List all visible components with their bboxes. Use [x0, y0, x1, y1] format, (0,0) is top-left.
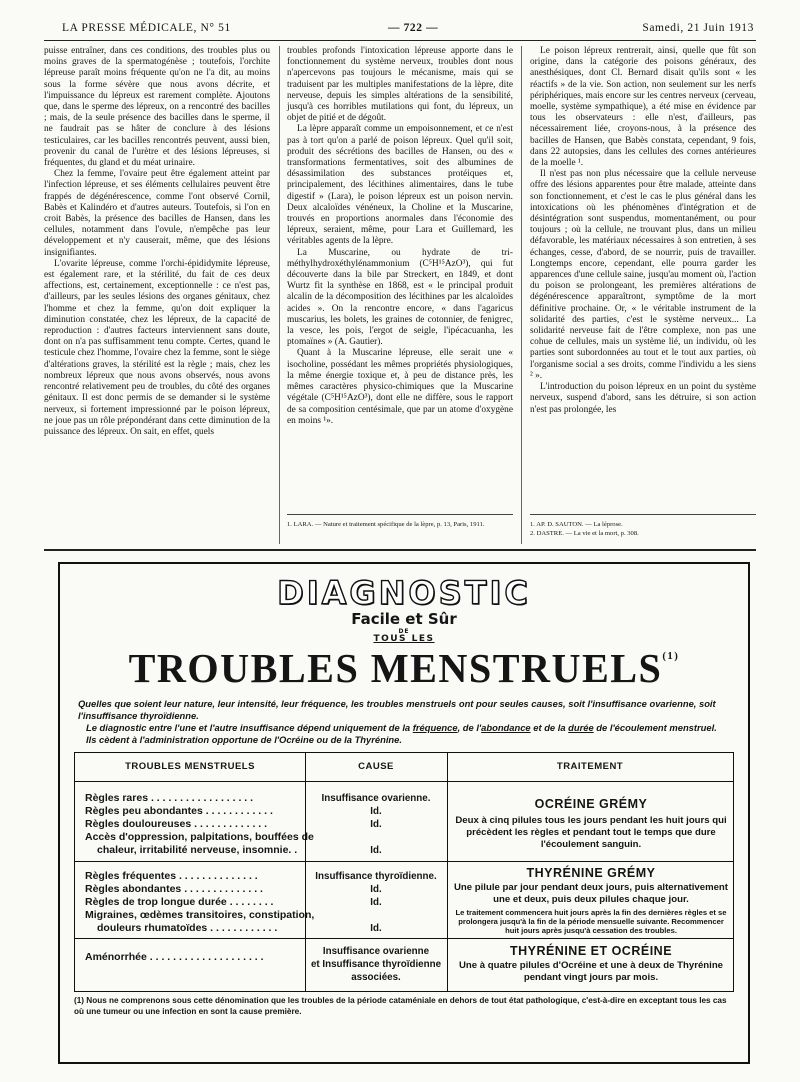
cause: Insuffisance thyroïdienne.: [315, 871, 437, 882]
ad-footnote: (1) Nous ne comprenons sous cette dénomination que les troubles de la période cataméniale en dehors de tout état pathologique, c'est-à-dire en exceptant tous les cas où une tumeur ou une infection en sont la cause première.: [74, 996, 727, 1016]
cause: Id.: [370, 884, 382, 895]
text: , de l': [457, 722, 482, 733]
column-divider: [279, 46, 280, 544]
table-header: TROUBLES MENSTRUELS: [125, 761, 255, 772]
symptom: chaleur, irritabilité nerveuse, insomnie. .: [97, 844, 298, 856]
ad-tous-les: TOUS LES: [373, 634, 435, 644]
ad-headline-text: TROUBLES MENSTRUELS: [128, 645, 663, 691]
ad-intro-1: Quelles que soient leur nature, leur intensité, leur fréquence, les troubles menstruels ont pour seules causes, soit l'insuffisance ovarienne, soit l'insuffisance thyroïdienne.: [78, 698, 716, 721]
paragraph: Quant à la Muscarine lépreuse, elle serait une « isocholine, possédant les mêmes propriétés physiologiques, la même énergie toxique et, à peu de distance près, les mêmes caractères physico-chimiques que la Muscarine végétale (C⁵H¹⁵AzO³), dont elle ne diffère, sous le rapport de sa composition centésimale, que par un atome d'oxygène en moins ¹».: [287, 348, 513, 426]
cause: associées.: [351, 972, 401, 983]
symptom: Migraines, œdèmes transitoires, constipation,: [85, 909, 315, 921]
page-header: [62, 22, 754, 38]
cause: Insuffisance ovarienne: [322, 946, 430, 957]
ad-subtitle: Facile et Sûr: [351, 610, 457, 628]
cause: Id.: [370, 897, 382, 908]
ad-intro-3: Ils cèdent à l'administration opportune de l'Ocréine ou de la Thyrénine.: [86, 734, 402, 745]
footnotes: [530, 520, 756, 538]
text: et de la: [530, 722, 569, 733]
treatment-note: Le traitement commencera huit jours après la fin des dernières règles et se prolongera jusqu'à la fin de la période mensuelle suivante. Recommencer huit jours après jusqu'à cessation des troubles.: [455, 908, 727, 935]
paragraph: Chez la femme, l'ovaire peut être également atteint par l'infection lépreuse, et ses éléments cellulaires peuvent être frappés de dégénérescence, comme l'ont observé Cornil, Babès et Kalindéro et d'autres auteurs. Toutefois, si l'on en croit Babès, la présence des bacilles de Hansen, dans les cellules, notamment dans l'ovule, n'empêche pas leur développement et n'y causerait, même, que des lésions insignifiantes.: [44, 169, 270, 258]
issue-date: Samedi, 21 Juin 1913: [642, 22, 754, 34]
paragraph: La lèpre apparaît comme un empoisonnement, et ce n'est pas à tort qu'on a parlé de poison lépreux. Quel qu'il soit, produit des sécrétions des bacilles de Hansen, ou des « transformations fermentatives, soit des albumines de désassimilation des substances protéiques et, principalement, des lécithines alimentaires, dans le tube digestif » (Lara), le poison lépreux est un poison nervin. Deux alcaloïdes vénéneux, la Choline et la Muscarine, trouvés en proportions anormales dans l'économie des lépreux, seraient, même, pour Lara et Guillemard, les véritables agents de la lèpre.: [287, 124, 513, 247]
cause: Id.: [370, 819, 382, 830]
symptom: Règles peu abondantes . . . . . . . . . . . .: [85, 805, 273, 817]
paragraph: Le poison lépreux rentrerait, ainsi, quelle que fût son origine, dans la catégorie des poisons généraux, des anesthésiques, dont Cl. Bernard disait qu'ils sont « les réactifs » de la vie. Son action, non seulement sur les nerfs périphériques, mais encore sur les centres nerveux (cerveau, moelle, système sympathique), a été mise en évidence par tous les observateurs : elle n'est, d'ailleurs, pas nécessairement liée, croyons-nous, à la présence des bacilles de Hansen, que Babès constata, cependant, 9 fois, dans 22 autopsies, dans les cellules des cornes antérieures de la moelle ¹.: [530, 46, 756, 169]
symptom: Accès d'oppression, palpitations, bouffées de: [85, 831, 314, 843]
page-number: — 722 —: [388, 22, 439, 34]
paragraph: troubles profonds l'intoxication lépreuse apporte dans le fonctionnement du système nerveux, troubles dont nous n'apercevons pas toujours le mécanisme, mais qui se traduisent par les multiples manifestations de la lèpre, dite nerveuse, depuis les simples altérations de la sensibilité, jusqu'à ces horribles mutilations qui font, du lépreux, un objet de pitié et de dégoût.: [287, 46, 513, 124]
treatment-title: THYRÉNINE GRÉMY: [526, 866, 656, 880]
cause: et Insuffisance thyroïdienne: [310, 959, 442, 970]
footnote: 2. DASTRE. — La vie et la mort, p. 308.: [530, 530, 639, 537]
symptom: douleurs rhumatoïdes . . . . . . . . . . . .: [97, 922, 278, 934]
journal-title: LA PRESSE MÉDICALE, N° 51: [62, 22, 231, 34]
ad-title: DIAGNOSTIC: [277, 574, 531, 612]
table-row-rule: [75, 861, 733, 862]
symptom: Règles abondantes . . . . . . . . . . . . . .: [85, 883, 263, 895]
table-row-rule: [75, 938, 733, 939]
footnote-rule: [530, 514, 756, 515]
table-header-rule: [75, 781, 733, 782]
section-rule: [44, 549, 756, 551]
ad-footnote-mark: (1): [662, 650, 680, 662]
advertisement: [58, 562, 750, 1064]
symptom: Aménorrhée . . . . . . . . . . . . . . . . . . . .: [85, 951, 264, 963]
ad-headline: [67, 644, 741, 692]
treatment-table: [74, 752, 734, 992]
header-rule: [44, 40, 756, 41]
ad-de: DE: [398, 628, 410, 635]
treatment-text: Deux à cinq pilules tous les jours pendant les huit jours qui précèdent les règles et pendant tout le temps que dure l'écoulement sanguin.: [455, 815, 727, 850]
cause: Id.: [370, 806, 382, 817]
text: abondance: [481, 722, 531, 733]
text: de l'écoulement menstruel.: [593, 722, 717, 733]
symptom: Règles fréquentes . . . . . . . . . . . . . .: [85, 870, 258, 882]
paragraph: Il n'est pas non plus nécessaire que la cellule nerveuse offre des lésions apparentes pour être malade, atteinte dans son fonctionnement, et c'est le cas le plus général dans les intoxications où les phénomènes d'intégration et de désintégration sont suspendus, momentanément, ou pour toujours ; où la cellule, ne trouvant plus, dans un milieu défavorable, les matériaux nécessaires à son entretien, à ses échanges, cesse, d'abord, de se nourrir, puis de travailler. Longtemps encore, cependant, elle pourra garder les apparences d'une cellule saine, jusqu'au moment où, l'action du poison se prolongeant, les premières altérations de dégénérescence apparaîtront, symptôme de la mort définitive prochaine. Or, « le véritable instrument de la solidarité des parties, c'est le système nerveux... La solidarité nerveuse fait de l'être complexe, non pas une cohue de cellules, mais un système lié, un individu, où les parties sont subordonnées au tout et le tout aux parties, où l'organisme social a ses droits, comme l'individu a les siens ² ».: [530, 169, 756, 381]
paragraph: puisse entraîner, dans ces conditions, des troubles plus ou moins graves de la spermatogénèse ; toutefois, l'orchite lépreuse paraît moins fréquente qu'on ne l'a dit, au moins sous la forme sévère que nous avons décrite, et l'impuissance du lépreux est rarement complète. Ajoutons que, dans le sperme des lépreux, on a rencontré des bacilles ; mais, de la seule présence des bacilles dans le sperme, il ne faudrait pas se hâter de conclure à des lésions testiculaires, car les bacilles rencontrés peuvent, aussi bien, provenir du canal de l'urètre et des lésions lépreuses, si fréquentes, du gland et du méat urinaire.: [44, 46, 270, 169]
treatment-text: Une pilule par jour pendant deux jours, puis alternativement une et deux, puis deux pilules chaque jour.: [453, 882, 728, 905]
article-column-3: [530, 46, 756, 537]
footnote-rule: [287, 514, 513, 515]
footnotes: [287, 520, 513, 529]
text: durée: [568, 722, 594, 733]
column-divider: [521, 46, 522, 544]
symptom: Règles rares . . . . . . . . . . . . . . . . . .: [85, 792, 254, 804]
symptom: Règles de trop longue durée . . . . . . . .: [85, 896, 274, 908]
cause: Insuffisance ovarienne.: [321, 793, 431, 804]
paragraph: La Muscarine, ou hydrate de tri-méthylhydroxéthylénammonium (C⁵H¹⁵AzO³), qui fut découverte dans la bile par Streckert, en 1849, et dont Wurtz fit la synthèse en 1868, est « le principal produit alcalin de la décomposition des lécithines par les alcaloïdes acides ». On la rencontre encore, « dans l'agaricus muscarius, les bolets, les graines de cotonnier, de fenigrec, la vesce, les pois, l'ergot de seigle, l'ipécacuanha, les ptomaïnes » (A. Gautier).: [287, 247, 513, 348]
treatment-title: OCRÉINE GRÉMY: [534, 797, 648, 811]
symptom: Règles douloureuses . . . . . . . . . . . . .: [85, 818, 268, 830]
paragraph: L'ovarite lépreuse, comme l'orchi-épididymite lépreuse, est également rare, et la stérilité, du fait de ces deux affections, est, certainement, exceptionnelle : ce n'est pas, d'ailleurs, par les seules lésions des organes génitaux, chez l'homme et chez la femme, qu'on doit expliquer la diminution constatée, chez les lépreux, de la capacité de reproduction : d'autres facteurs interviennent sans doute, dont on n'a pas suffisamment tenu compte. Certes, quand le testicule chez l'homme, l'ovaire chez la femme, sont le siège d'altérations graves, la stérilité est la règle ; mais, chez les nombreux lépreux que nous avons observés, nous avons rencontré relativement peu de troubles, du côté des organes génitaux. Il est donc permis de se demander si le système nerveux, si fortement impressionné par le poison lépreux, ne joue pas un rôle prépondérant dans cette diminution de la puissance des lépreux. On sait, en effet, quels: [44, 258, 270, 437]
article-column-1: [44, 46, 270, 438]
treatment-text: Une à quatre pilules d'Ocréine et une à deux de Thyrénine pendant vingt jours par mois.: [458, 960, 724, 983]
table-header: CAUSE: [358, 761, 394, 772]
article-column-2: [287, 46, 513, 528]
ad-intro-2: [86, 722, 736, 734]
treatment-title: THYRÉNINE ET OCRÉINE: [509, 944, 673, 958]
text: fréquence: [412, 722, 458, 733]
footnote: 1. AP. D. SAUTON. — La léprose.: [530, 521, 623, 528]
footnote: 1. LARA. — Nature et traitement spécifique de la lèpre, p. 13, Paris, 1911.: [287, 521, 485, 528]
text: Le diagnostic entre l'une et l'autre insuffisance dépend uniquement de la: [86, 722, 413, 733]
cause: Id.: [370, 845, 382, 856]
paragraph: L'introduction du poison lépreux en un point du système nerveux, suspend d'abord, sans les détruire, si son action n'est pas prolongée, les: [530, 382, 756, 415]
cause: Id.: [370, 923, 382, 934]
table-header: TRAITEMENT: [556, 761, 624, 772]
